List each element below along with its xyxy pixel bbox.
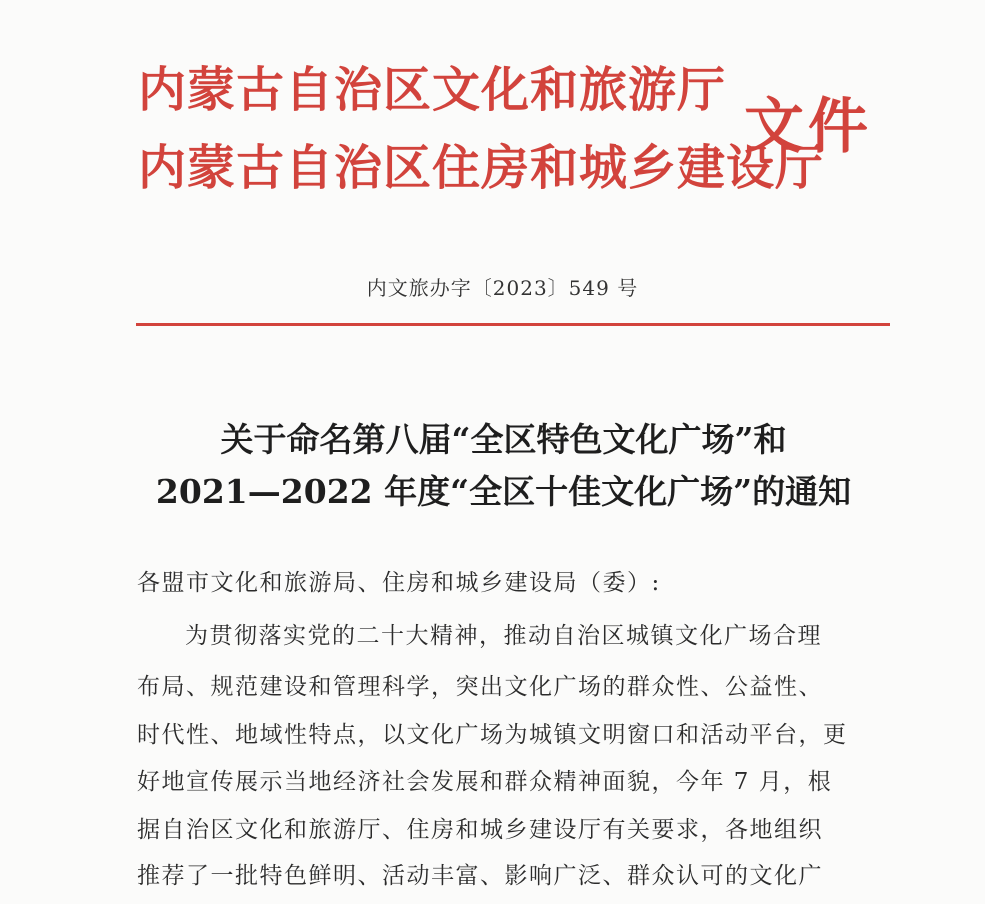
body-line: 布局、规范建设和管理科学，突出文化广场的群众性、公益性、	[137, 674, 823, 700]
issuer-line-1: 内蒙古自治区文化和旅游厅	[138, 62, 727, 118]
body-line: 据自治区文化和旅游厅、住房和城乡建设厅有关要求，各地组织	[137, 817, 823, 843]
salutation: 各盟市文化和旅游局、住房和城乡建设局（委）:	[137, 570, 661, 596]
notice-title-line-2: 2021—2022 年度“全区十佳文化广场”的通知	[155, 472, 852, 511]
notice-title-line-1: 关于命名第八届“全区特色文化广场”和	[220, 420, 787, 459]
document-number: 内文旅办字〔2023〕549 号	[366, 276, 639, 300]
issuer-line-2: 内蒙古自治区住房和城乡建设厅	[138, 140, 825, 196]
document-mark: 文件	[744, 92, 872, 162]
body-line: 推荐了一批特色鲜明、活动丰富、影响广泛、群众认可的文化广	[137, 863, 823, 889]
red-divider-line	[136, 323, 890, 326]
body-line: 为贯彻落实党的二十大精神，推动自治区城镇文化广场合理	[185, 623, 822, 649]
body-line: 时代性、地域性特点，以文化广场为城镇文明窗口和活动平台，更	[137, 722, 848, 748]
body-line: 好地宣传展示当地经济社会发展和群众精神面貌，今年 7 月，根	[137, 769, 833, 795]
